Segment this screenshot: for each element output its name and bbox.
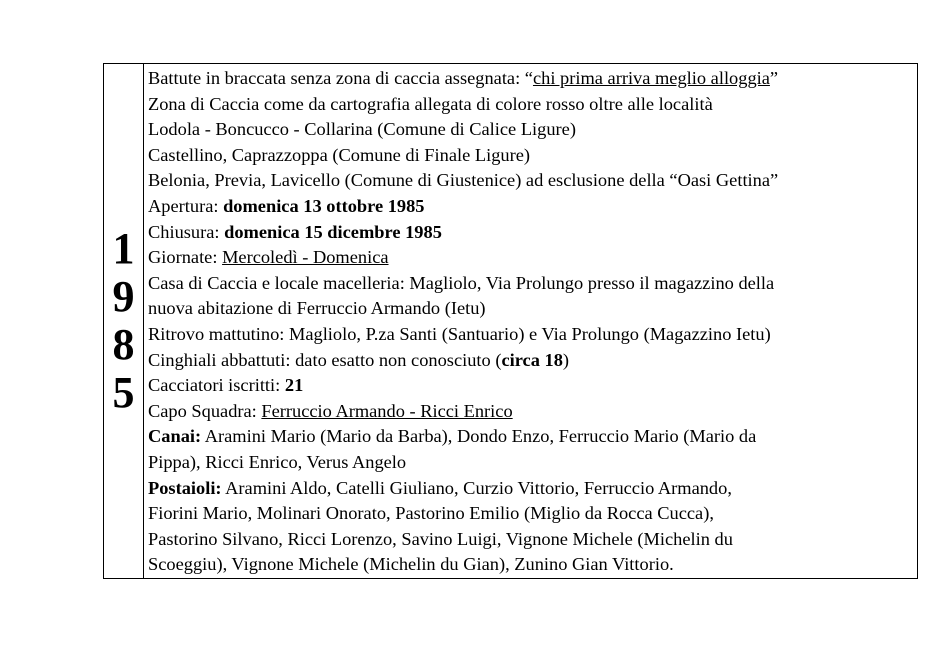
giornate-value: Mercoledì - Domenica <box>222 247 389 268</box>
canai-names-1: Aramini Mario (Mario da Barba), Dondo Enzo, Ferruccio Mario (Mario da <box>201 426 757 447</box>
apertura-value: domenica 13 ottobre 1985 <box>223 195 425 216</box>
line-postaioli-4: Scoeggiu), Vignone Michele (Michelin du Gian), Zunino Gian Vittorio. <box>148 554 674 575</box>
line-cinghiali <box>148 348 917 374</box>
details-cell <box>144 64 918 579</box>
year-digit: 9 <box>112 271 135 321</box>
line-casa-1: Casa di Caccia e locale macelleria: Magliolo, Via Prolungo presso il magazzino della <box>148 272 775 293</box>
line-battute <box>148 66 917 92</box>
cinghiali-value: circa 18 <box>501 349 563 370</box>
line-capo <box>148 399 917 425</box>
cacciatori-label: Cacciatori iscritti: <box>148 375 285 396</box>
apertura-label: Apertura: <box>148 195 224 216</box>
year-digit: 1 <box>112 223 135 273</box>
line-postaioli-3: Pastorino Silvano, Ricci Lorenzo, Savino Luigi, Vignone Michele (Michelin du <box>148 528 733 549</box>
battute-label: Battute in braccata senza zona di caccia assegnata: “ <box>148 68 533 88</box>
postaioli-names-1: Aramini Aldo, Catelli Giuliano, Curzio Vittorio, Ferruccio Armando, <box>221 477 732 498</box>
cinghiali-end: ) <box>562 349 570 370</box>
line-castellino: Castellino, Caprazzoppa (Comune di Finale Ligure) <box>148 144 531 165</box>
line-giornate <box>148 245 917 271</box>
line-chiusura <box>148 220 917 246</box>
chiusura-value: domenica 15 dicembre 1985 <box>224 221 442 242</box>
line-zona: Zona di Caccia come da cartografia allegata di colore rosso oltre alle località <box>148 93 713 114</box>
line-canai-1 <box>148 424 917 450</box>
line-postaioli-1 <box>148 476 917 502</box>
line-ritrovo: Ritrovo mattutino: Magliolo, P.za Santi (Santuario) e Via Prolungo (Magazzino Ietu) <box>148 323 771 344</box>
battute-value: chi prima arriva meglio alloggia <box>532 68 770 88</box>
year-cell <box>104 64 144 579</box>
giornate-label: Giornate: <box>148 247 223 268</box>
year-digit: 8 <box>112 319 135 369</box>
chiusura-label: Chiusura: <box>148 221 225 242</box>
line-canai-2: Pippa), Ricci Enrico, Verus Angelo <box>148 451 407 472</box>
season-record-row <box>104 64 918 579</box>
line-cacciatori <box>148 373 917 399</box>
line-lodola: Lodola - Boncucco - Collarina (Comune di Calice Ligure) <box>148 119 576 140</box>
cinghiali-label: Cinghiali abbattuti: dato esatto non conosciuto ( <box>148 349 502 370</box>
canai-label: Canai: <box>148 426 202 447</box>
line-belonia: Belonia, Previa, Lavicello (Comune di Giustenice) ad esclusione della “Oasi Gettina” <box>148 170 779 191</box>
cacciatori-value: 21 <box>284 375 304 396</box>
battute-end: ” <box>769 68 779 88</box>
season-record-table <box>103 63 918 579</box>
capo-label: Capo Squadra: <box>148 400 262 421</box>
capo-value: Ferruccio Armando - Ricci Enrico <box>261 400 513 421</box>
line-postaioli-2: Fiorini Mario, Molinari Onorato, Pastorino Emilio (Miglio da Rocca Cucca), <box>148 503 714 524</box>
line-apertura <box>148 194 917 220</box>
line-casa-2: nuova abitazione di Ferruccio Armando (Ietu) <box>148 298 486 319</box>
year-digit: 5 <box>112 367 135 417</box>
postaioli-label: Postaioli: <box>148 477 222 498</box>
